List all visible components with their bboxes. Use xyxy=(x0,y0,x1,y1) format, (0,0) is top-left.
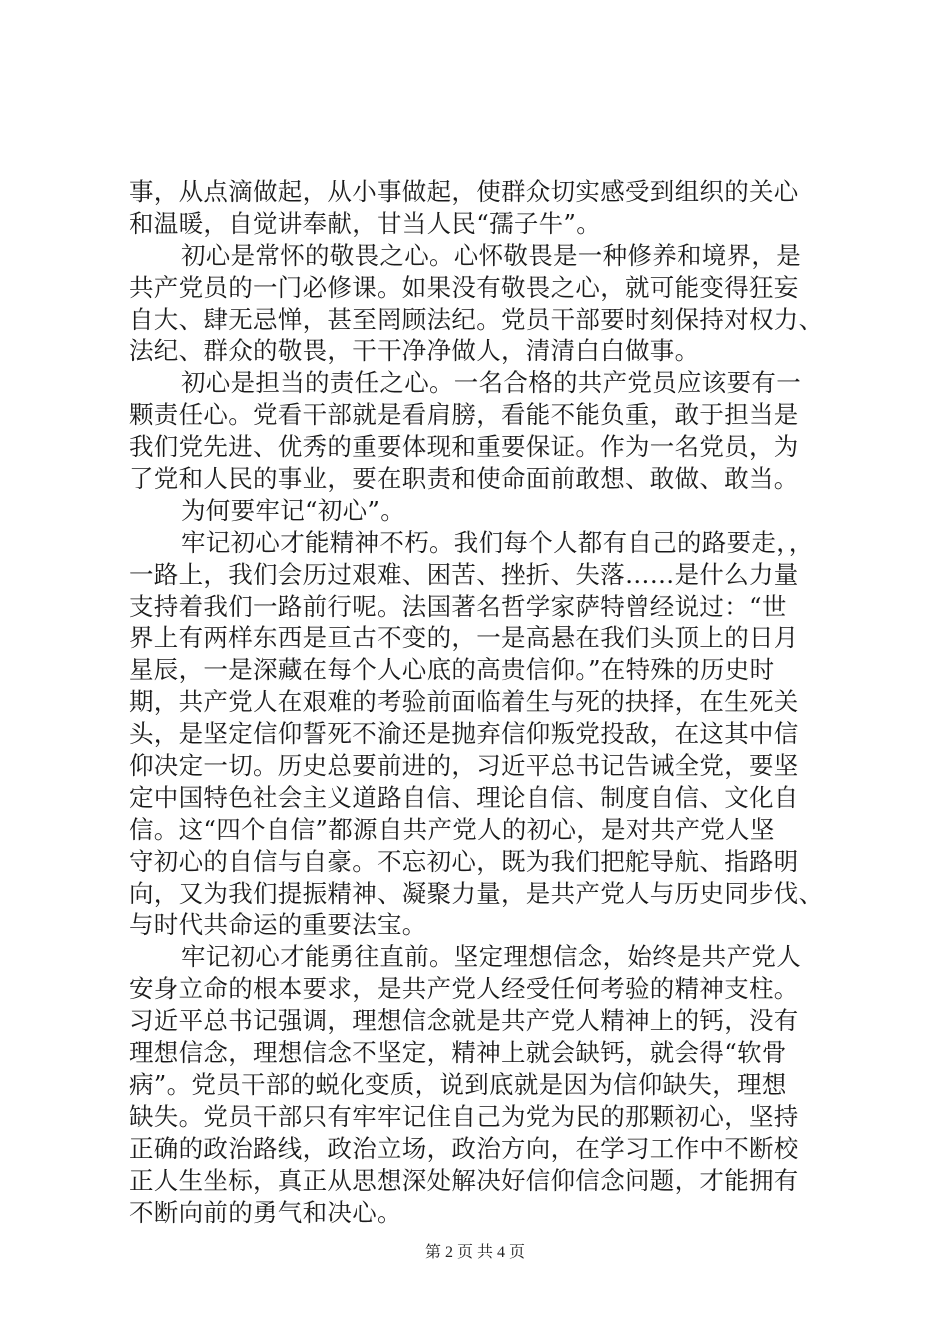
text-line: 界上有两样东西是亘古不变的，一是高悬在我们头顶上的日月 xyxy=(129,623,799,653)
text-line: 仰决定一切。历史总要前进的，习近平总书记告诫全党，要坚 xyxy=(129,751,799,781)
text-line: 星辰，一是深藏在每个人心底的高贵信仰。”在特殊的历史时 xyxy=(129,655,775,685)
paragraph-first-line: 牢记初心才能勇往直前。坚定理想信念，始终是共产党人 xyxy=(181,942,801,972)
text-line: 守初心的自信与自豪。不忘初心，既为我们把舵导航、指路明 xyxy=(129,846,799,876)
text-line: 头，是坚定信仰誓死不渝还是抛弃信仰叛党投敌，在这其中信 xyxy=(129,719,799,749)
text-line: 信。这“四个自信”都源自共产党人的初心，是对共产党人坚 xyxy=(129,814,775,844)
text-line: 正人生坐标，真正从思想深处解决好信仰信念问题，才能拥有 xyxy=(129,1165,799,1195)
paragraph-first-line: 牢记初心才能精神不朽。我们每个人都有自己的路要走，， xyxy=(181,527,814,557)
text-line: 病”。党员干部的蜕化变质，说到底就是因为信仰缺失，理想 xyxy=(129,1069,787,1099)
text-line: 习近平总书记强调，理想信念就是共产党人精神上的钙，没有 xyxy=(129,1006,799,1036)
text-line: 共产党员的一门必修课。如果没有敬畏之心，就可能变得狂妄 xyxy=(129,272,799,302)
text-line: 向，又为我们提振精神、凝聚力量，是共产党人与历史同步伐、 xyxy=(129,878,824,908)
text-line: 法纪、群众的敬畏，干干净净做人，清清白白做事。 xyxy=(129,336,700,366)
text-line: 支持着我们一路前行呢。法国著名哲学家萨特曾经说过：“世 xyxy=(129,591,787,621)
text-line: 安身立命的根本要求，是共产党人经受任何考验的精神支柱。 xyxy=(129,974,799,1004)
text-line: 颗责任心。党看干部就是看肩膀，看能不能负重，敢于担当是 xyxy=(129,400,799,430)
text-line: 定中国特色社会主义道路自信、理论自信、制度自信、文化自 xyxy=(129,782,799,812)
text-line: 正确的政治路线，政治立场，政治方向，在学习工作中不断校 xyxy=(129,1133,799,1163)
paragraph-first-line: 初心是常怀的敬畏之心。心怀敬畏是一种修养和境界，是 xyxy=(181,240,801,270)
text-line: 与时代共命运的重要法宝。 xyxy=(129,910,427,940)
text-line: 和温暖，自觉讲奉献，甘当人民“孺子牛”。 xyxy=(129,208,602,238)
text-line: 期，共产党人在艰难的考验前面临着生与死的抉择，在生死关 xyxy=(129,687,799,717)
text-line: 不断向前的勇气和决心。 xyxy=(129,1197,402,1227)
text-line: 事，从点滴做起，从小事做起，使群众切实感受到组织的关心 xyxy=(129,177,799,206)
page-footer: 第 2 页 共 4 页 xyxy=(424,1244,525,1261)
text-line: 缺失。党员干部只有牢牢记住自己为党为民的那颗初心，坚持 xyxy=(129,1101,799,1131)
text-line: 自大、肆无忌惮，甚至罔顾法纪。党员干部要时刻保持对权力、 xyxy=(129,304,824,334)
text-line: 了党和人民的事业，要在职责和使命面前敢想、敢做、敢当。 xyxy=(129,464,799,494)
text-line: 一路上，我们会历过艰难、困苦、挫折、失落……是什么力量 xyxy=(129,559,799,589)
paragraph-first-line: 为何要牢记“初心”。 xyxy=(181,495,406,525)
document-body xyxy=(129,176,829,1228)
text-line: 我们党先进、优秀的重要体现和重要保证。作为一名党员，为 xyxy=(129,432,799,462)
paragraph-first-line: 初心是担当的责任之心。一名合格的共产党员应该要有一 xyxy=(181,368,801,398)
text-line: 理想信念，理想信念不坚定，精神上就会缺钙，就会得“软骨 xyxy=(129,1038,787,1068)
